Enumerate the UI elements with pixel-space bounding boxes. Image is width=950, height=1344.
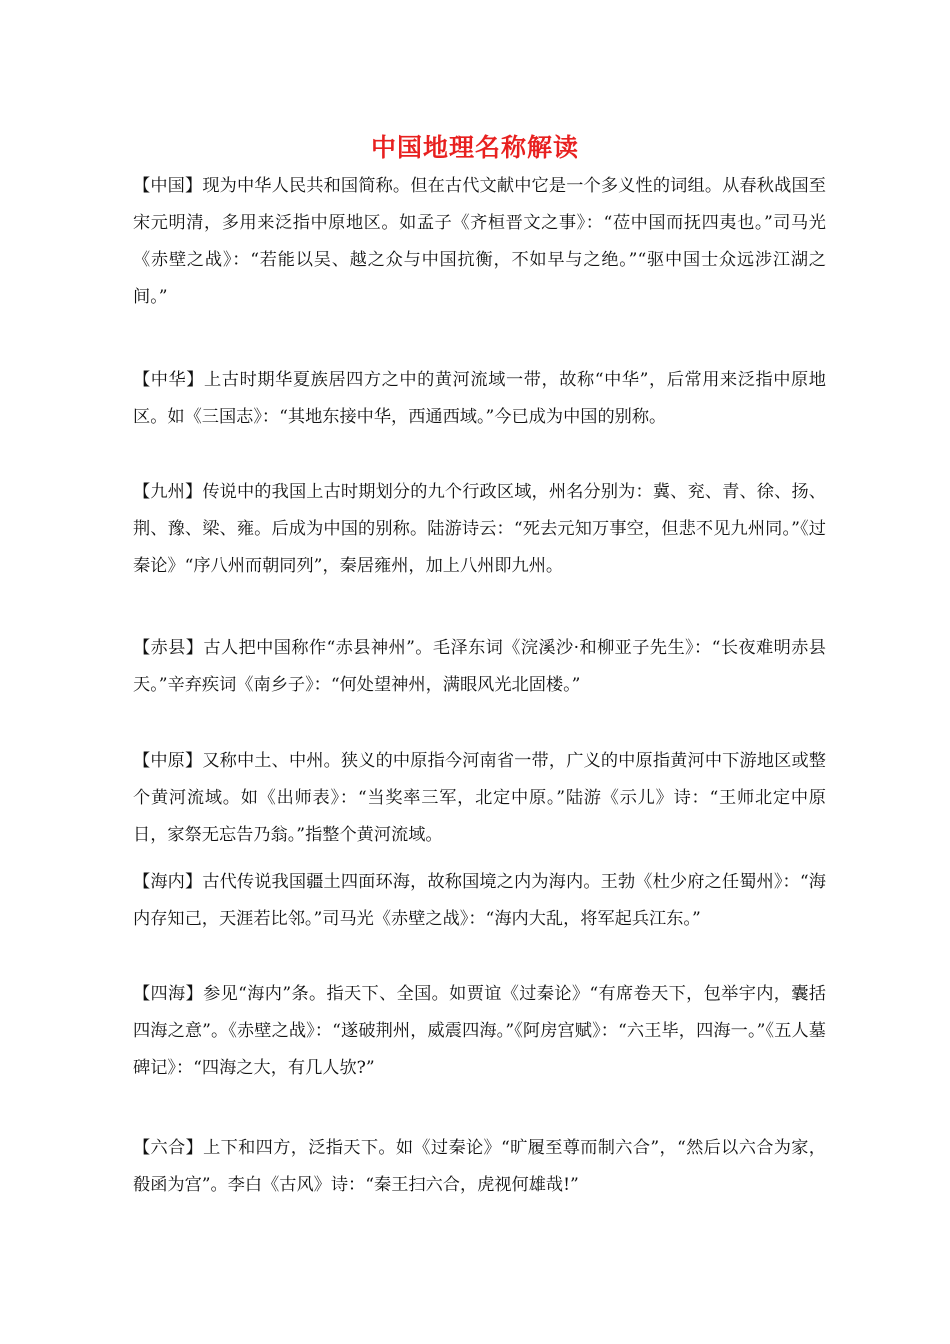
entry-zhongguo (133, 168, 826, 316)
entry-text: 上下和四方，泛指天下。如《过秦论》“旷履至尊而制六合”，“然后以六合为家，殽函为宫”。李白《古风》诗：“秦王扫六合，虎视何雄哉!” (133, 1138, 826, 1195)
entry-zhongyuan (133, 743, 826, 854)
entry-term: 【九州】 (133, 482, 203, 502)
entry-term: 【中国】 (133, 176, 203, 196)
entry-text: 参见“海内”条。指天下、全国。如贾谊《过秦论》“有席卷天下，包举宇内，囊括四海之意”。《赤壁之战》：“遂破荆州，威震四海。”《阿房宫赋》：“六王毕，四海一。”《五人墓碑记》：“四海之大，有几人欤?” (133, 984, 826, 1078)
entry-text: 又称中土、中州。狭义的中原指今河南省一带，广义的中原指黄河中下游地区或整个黄河流域。如《出师表》：“当奖率三军，北定中原。”陆游《示儿》诗：“王师北定中原日，家祭无忘告乃翁。”指整个黄河流域。 (133, 751, 826, 845)
entry-text: 上古时期华夏族居四方之中的黄河流域一带，故称“中华”，后常用来泛指中原地区。如《三国志》：“其地东接中华，西通西域。”今已成为中国的别称。 (133, 370, 826, 427)
entry-chixian (133, 630, 826, 704)
entry-hainei (133, 864, 826, 938)
entry-text: 古人把中国称作“赤县神州”。毛泽东词《浣溪沙·和柳亚子先生》：“长夜难明赤县天。”辛弃疾词《南乡子》：“何处望神州，满眼风光北固楼。” (133, 638, 826, 695)
entry-zhonghua (133, 362, 826, 436)
entry-liuhe (133, 1130, 826, 1204)
entry-term: 【海内】 (133, 872, 203, 892)
entry-term: 【中原】 (133, 751, 203, 771)
entry-sihai (133, 976, 826, 1087)
entry-term: 【六合】 (133, 1138, 204, 1158)
entry-text: 现为中华人民共和国简称。但在古代文献中它是一个多义性的词组。从春秋战国至宋元明清，多用来泛指中原地区。如孟子《齐桓晋文之事》：“莅中国而抚四夷也。”司马光《赤壁之战》：“若能以吴、越之众与中国抗衡，不如早与之绝。”“驱中国士众远涉江湖之间。” (133, 176, 826, 307)
entry-jiuzhou (133, 474, 826, 585)
entry-term: 【中华】 (133, 370, 205, 390)
document-title: 中国地理名称解读 (370, 133, 579, 162)
entry-term: 【四海】 (133, 984, 204, 1004)
entry-text: 古代传说我国疆土四面环海，故称国境之内为海内。王勃《杜少府之任蜀州》：“海内存知己，天涯若比邻。”司马光《赤壁之战》：“海内大乱，将军起兵江东。” (133, 872, 826, 929)
entry-text: 传说中的我国上古时期划分的九个行政区域，州名分别为：冀、兖、青、徐、扬、荆、豫、梁、雍。后成为中国的别称。陆游诗云：“死去元知万事空，但悲不见九州同。”《过秦论》“序八州而朝同列”，秦居雍州，加上八州即九州。 (133, 482, 826, 576)
entry-term: 【赤县】 (133, 638, 204, 658)
